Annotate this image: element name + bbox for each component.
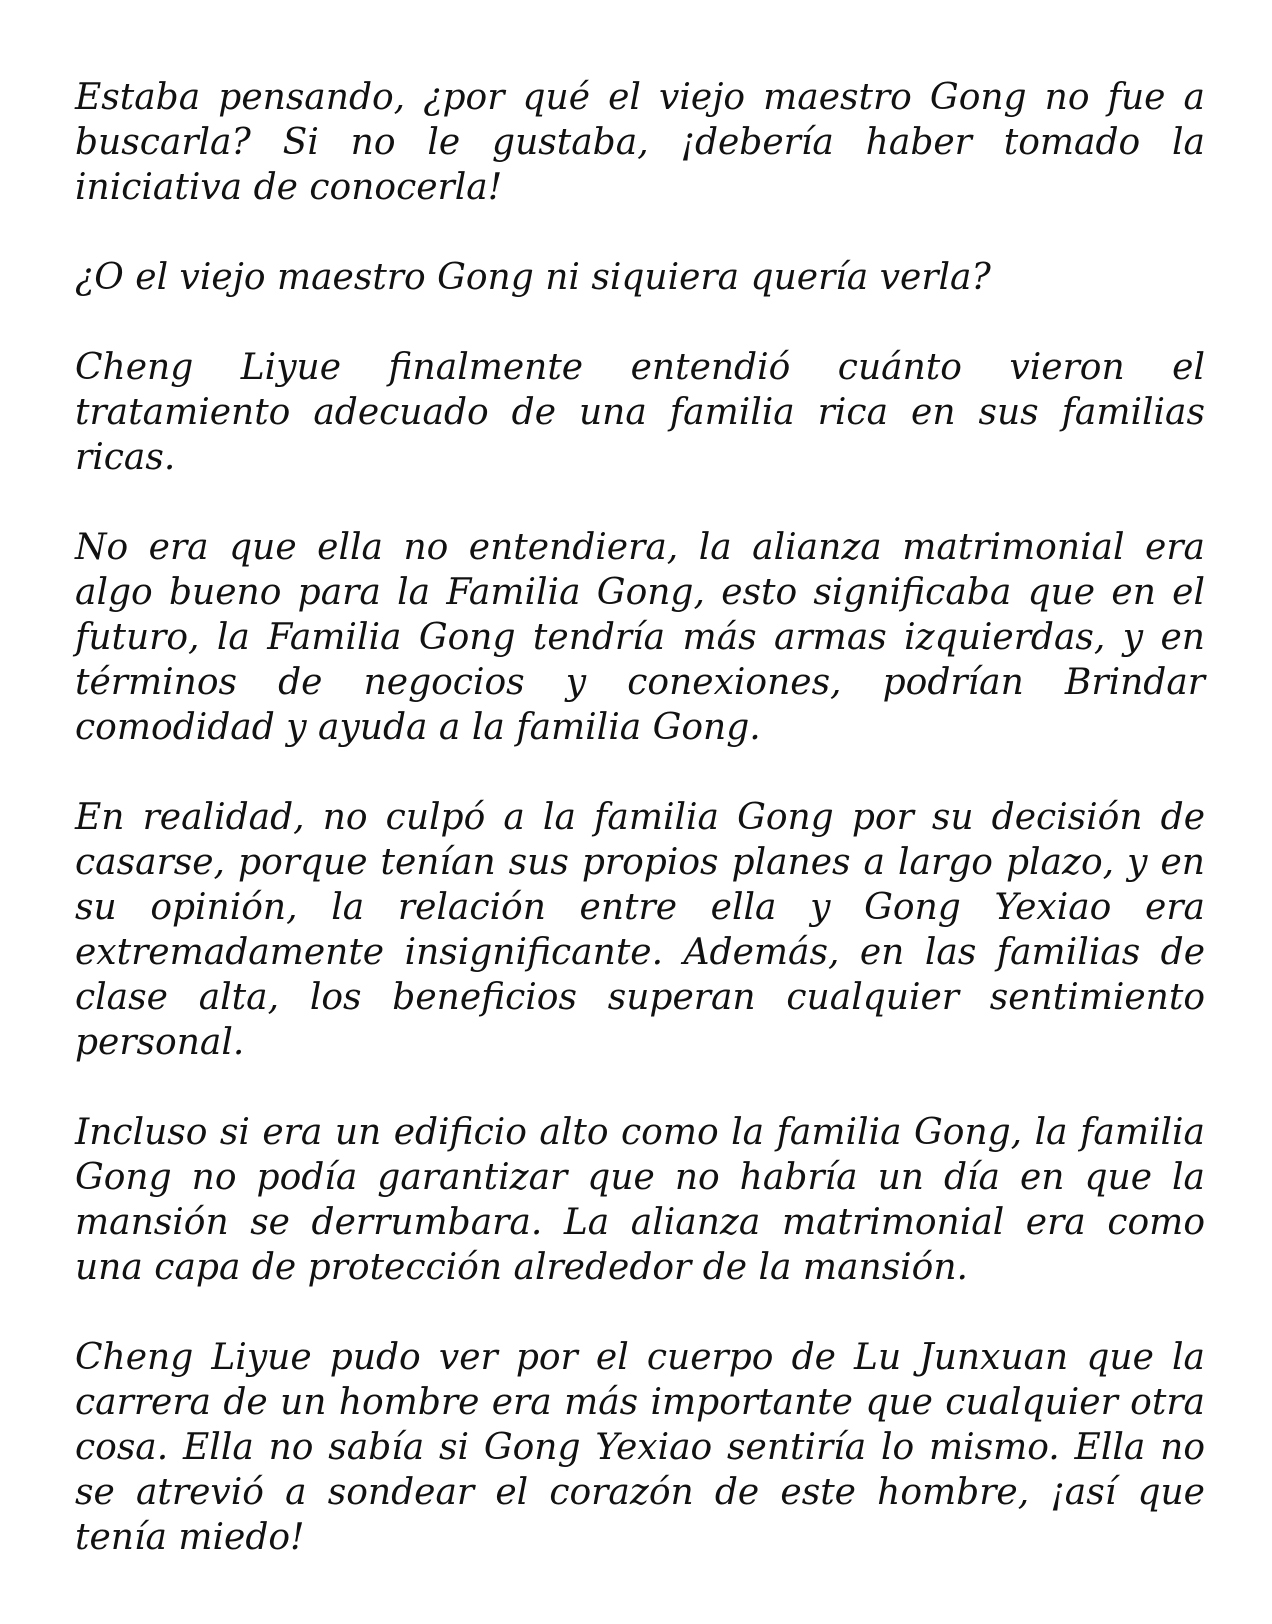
paragraph-4: No era que ella no entendiera, la alianza matrimonial era algo bueno para la Familia Gong, esto significaba que en el futuro, la Familia Gong tendría más armas izquierdas, y en términos de negocios y conexiones, podrían Brindar comodidad y ayuda a la familia Gong. xyxy=(75,527,1205,748)
paragraph-6: Incluso si era un edificio alto como la familia Gong, la familia Gong no podía garantizar que no habría un día en que la mansión se derrumbara. La alianza matrimonial era como una capa de protección alrededor de la mansión. xyxy=(75,1112,1205,1288)
paragraph-7: Cheng Liyue pudo ver por el cuerpo de Lu Junxuan que la carrera de un hombre era más importante que cualquier otra cosa. Ella no sabía si Gong Yexiao sentiría lo mismo. Ella no se atrevió a sondear el corazón de este hombre, ¡así que tenía miedo! xyxy=(75,1337,1205,1558)
paragraph-1: Estaba pensando, ¿por qué el viejo maestro Gong no fue a buscarla? Si no le gustaba, ¡debería haber tomado la iniciativa de conocerla! xyxy=(75,77,1205,208)
paragraph-3: Cheng Liyue finalmente entendió cuánto vieron el tratamiento adecuado de una familia rica en sus familias ricas. xyxy=(75,347,1205,478)
document-body xyxy=(75,75,1205,1560)
paragraph-5: En realidad, no culpó a la familia Gong por su decisión de casarse, porque tenían sus propios planes a largo plazo, y en su opinión, la relación entre ella y Gong Yexiao era extremadamente insignificante. Además, en las familias de clase alta, los beneficios superan cualquier sentimiento personal. xyxy=(75,797,1205,1063)
paragraph-2: ¿O el viejo maestro Gong ni siquiera quería verla? xyxy=(75,257,991,298)
